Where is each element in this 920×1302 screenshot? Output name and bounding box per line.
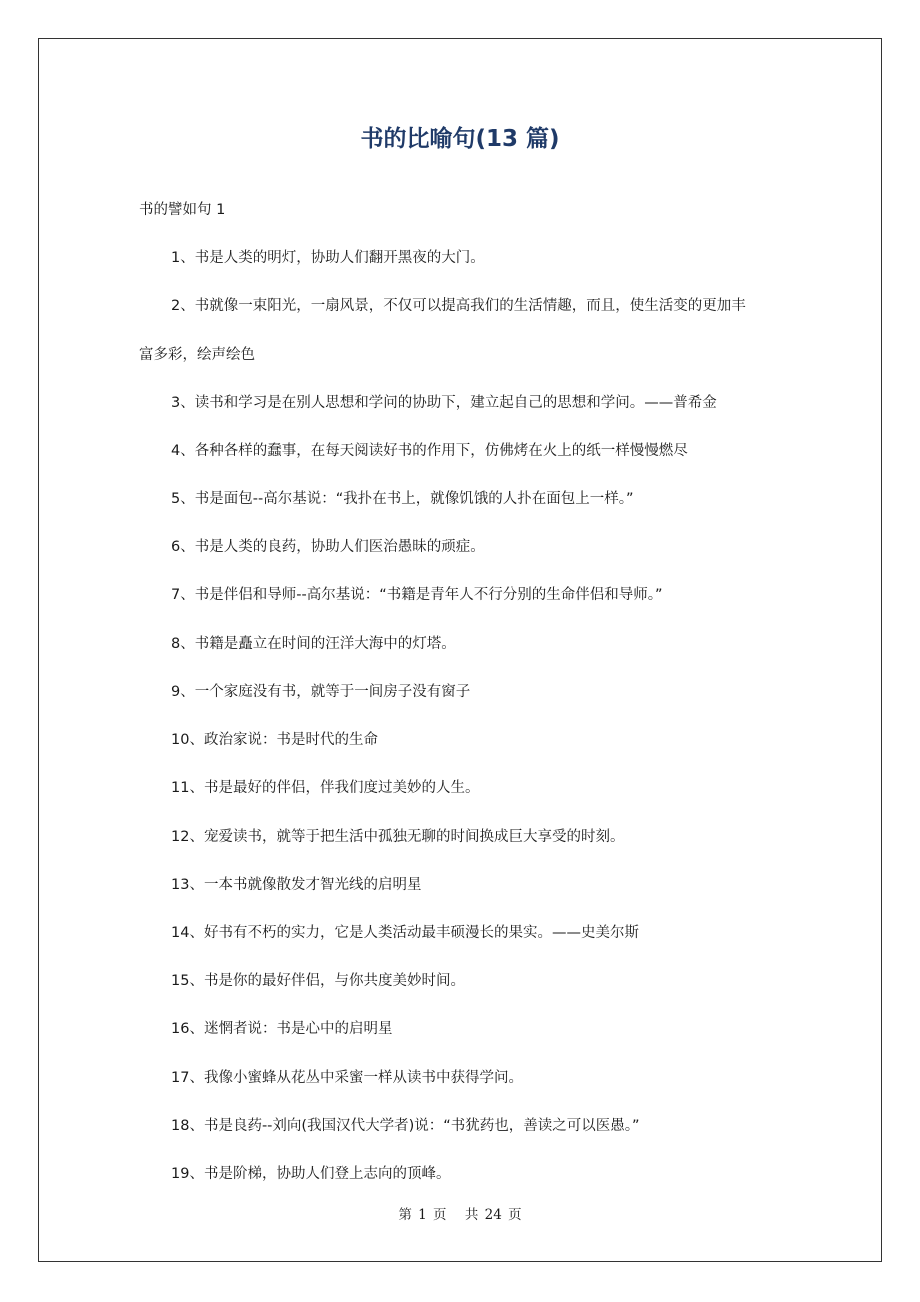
page-footer (0, 1205, 920, 1225)
list-item: 1、书是人类的明灯，协助人们翻开黑夜的大门。 (171, 250, 485, 266)
list-item: 14、好书有不朽的实力，它是人类活动最丰硕漫长的果实。——史美尔斯 (171, 925, 639, 941)
list-item: 7、书是伴侣和导师--高尔基说：“书籍是青年人不行分别的生命伴侣和导师。” (171, 587, 663, 603)
list-item: 18、书是良药--刘向(我国汉代大学者)说：“书犹药也，善读之可以医愚。” (171, 1118, 640, 1134)
list-item: 8、书籍是矗立在时间的汪洋大海中的灯塔。 (171, 636, 456, 652)
section-heading: 书的譬如句 1 (139, 202, 226, 218)
list-item: 17、我像小蜜蜂从花丛中采蜜一样从读书中获得学问。 (171, 1070, 523, 1086)
list-item: 5、书是面包--高尔基说：“我扑在书上，就像饥饿的人扑在面包上一样。” (171, 491, 634, 507)
list-item-continuation: 富多彩，绘声绘色 (139, 347, 255, 363)
list-item: 16、迷惘者说：书是心中的启明星 (171, 1021, 393, 1037)
list-item: 11、书是最好的伴侣，伴我们度过美妙的人生。 (171, 780, 480, 796)
list-item: 19、书是阶梯，协助人们登上志向的顶峰。 (171, 1166, 451, 1182)
list-item: 10、政治家说：书是时代的生命 (171, 732, 378, 748)
document-title: 书的比喻句(13 篇) (360, 126, 560, 152)
page-total: 共 24 页 (464, 1207, 522, 1223)
list-item: 2、书就像一束阳光，一扇风景，不仅可以提高我们的生活情趣，而且，使生活变的更加丰 (171, 298, 746, 314)
list-item: 3、读书和学习是在别人思想和学问的协助下，建立起自己的思想和学问。——普希金 (171, 395, 717, 411)
list-item: 13、一本书就像散发才智光线的启明星 (171, 877, 422, 893)
list-item: 12、宠爱读书，就等于把生活中孤独无聊的时间换成巨大享受的时刻。 (171, 829, 625, 845)
list-item: 15、书是你的最好伴侣，与你共度美妙时间。 (171, 973, 465, 989)
page-number: 第 1 页 (398, 1207, 447, 1223)
list-item: 6、书是人类的良药，协助人们医治愚昧的顽症。 (171, 539, 485, 555)
list-item: 4、各种各样的蠢事，在每天阅读好书的作用下，仿佛烤在火上的纸一样慢慢燃尽 (171, 443, 688, 459)
list-item: 9、一个家庭没有书，就等于一间房子没有窗子 (171, 684, 471, 700)
